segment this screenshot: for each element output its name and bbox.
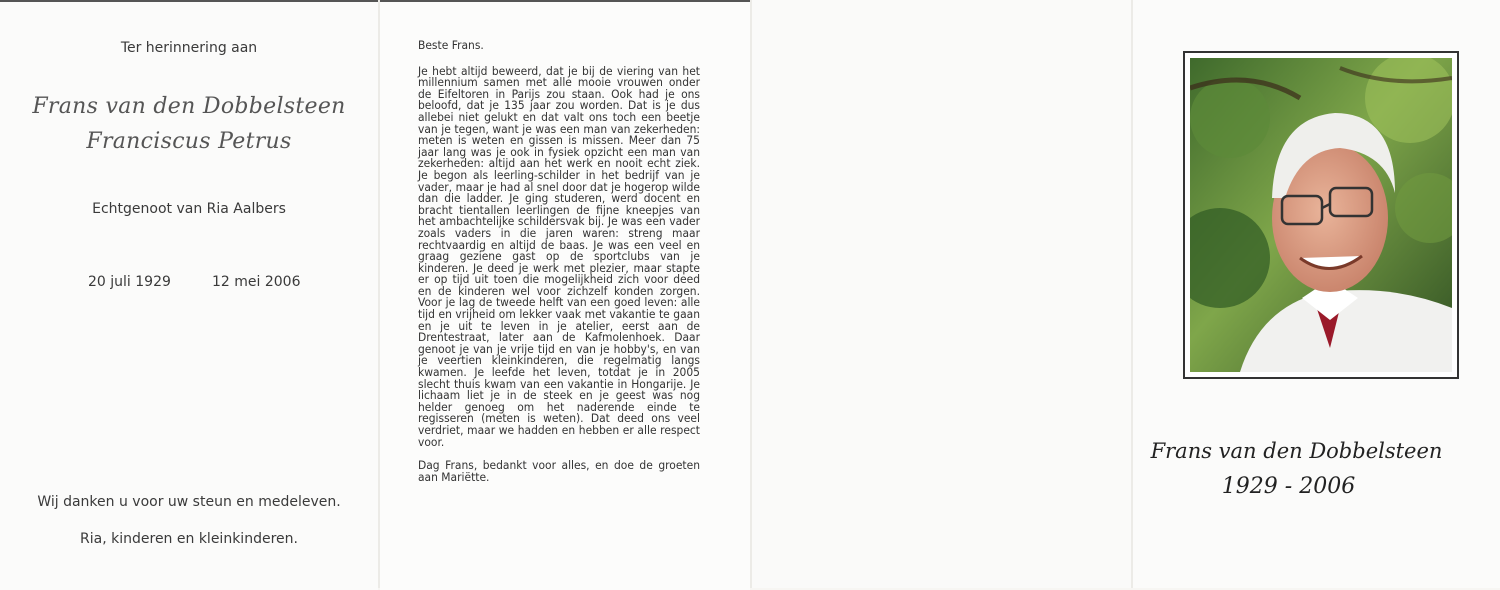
letter-greeting: Beste Frans. (418, 38, 484, 52)
deceased-name: Frans van den Dobbelsteen (32, 94, 346, 119)
letter-body: Je hebt altijd beweerd, dat je bij de viering van het millennium samen met alle mooie vrouwen onder de Eifeltoren in Parijs zou staan. Ook had je ons beloofd, dat je 135 jaar zou worden. Dat is je dus allebei niet gelukt en dat valt ons toch een beetje van je tegen, want je was een man van zekerheden: meten is weten en gissen is missen. Meer dan 75 jaar lang was je ook in fysiek opzicht een man van zekerheden: altijd aan het werk en nooit echt ziek. Je begon als leerling-schilder in het bedrijf van je vader, maar je had al snel door dat je hogerop wilde dan die ladder. Je ging studeren, werd docent en bracht tientallen leerlingen de fijne kneepjes van het ambachtelijke schildersvak bij. Je was een vader zoals vaders in die jaren waren: streng maar rechtvaardig en altijd de baas. Je was een veel en graag geziene gast op de sportclubs van je kinderen. Je deed je werk met plezier, maar stapte er op tijd uit toen die mogelijkheid zich voor deed en de kinderen wel voor zichzelf konden zorgen. Voor je lag de tweede helft van een goed leven: alle tijd en vrijheid om lekker vaak met vakantie te gaan en je uit te leven in je atelier, eerst aan de Drentestraat, later aan de Kafmolenhoek. Daar genoot je van je vrije tijd en van je hobby's, en van je veertien kleinkinderen, die regelmatig langs kwamen. Je leefde het leven, totdat je in 2005 slecht thuis kwam van een vakantie in Hongarije. Je lichaam liet je in de steek en je geest was nog helder genoeg om het naderende einde te regisseren (meten is weten). Dat deed ons veel verdriet, maar we hadden en hebben er alle respect voor. (418, 63, 700, 449)
inside-left-panel (0, 0, 378, 590)
full-name: Franciscus Petrus (86, 129, 292, 154)
letter-closing: Dag Frans, bedankt voor alles, en doe de groeten aan Mariëtte. (418, 458, 700, 484)
death-date: 12 mei 2006 (212, 274, 301, 290)
back-blank-panel (752, 0, 1132, 588)
spouse-text: Echtgenoot van Ria Aalbers (92, 201, 286, 217)
cover-name: Frans van den Dobbelsteen (1150, 439, 1443, 463)
front-cover-panel (1133, 0, 1500, 588)
photo-frame (1183, 51, 1459, 379)
portrait-photo (1190, 58, 1452, 372)
portrait-illustration (1190, 58, 1452, 372)
intro-text: Ter herinnering aan (120, 40, 258, 56)
thanks-text: Wij danken u voor uw steun en medeleven. (37, 494, 341, 510)
letter-text (418, 40, 700, 495)
inside-right-panel (380, 0, 750, 590)
cover-years: 1929 - 2006 (1221, 474, 1356, 499)
birth-date: 20 juli 1929 (88, 274, 171, 290)
family-text: Ria, kinderen en kleinkinderen. (80, 531, 298, 547)
